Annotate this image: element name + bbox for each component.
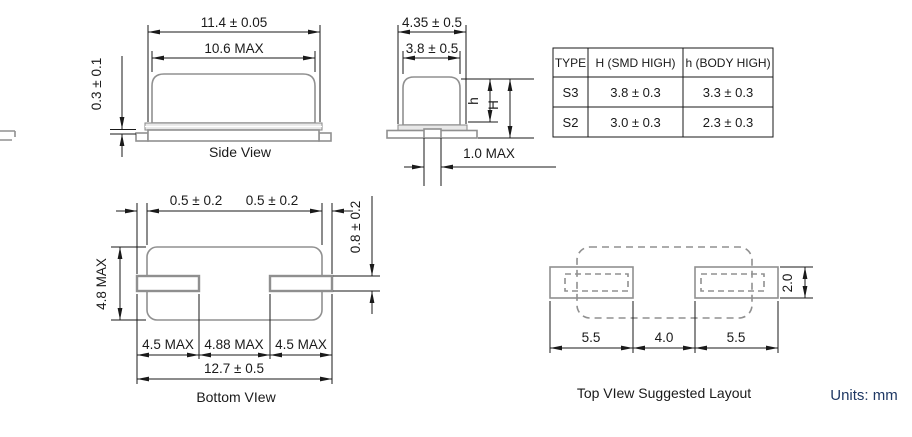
height-table bbox=[553, 48, 773, 137]
side-view-title: Side View bbox=[208, 144, 272, 160]
side-base-thickness-label: 0.3 ± 0.1 bbox=[89, 57, 104, 111]
table-cell-s3-H: 3.8 ± 0.3 bbox=[610, 85, 661, 100]
end-overall-width-label: 4.35 ± 0.5 bbox=[402, 15, 462, 30]
bottom-view bbox=[94, 193, 380, 405]
table-header-body-high: h (BODY HIGH) bbox=[685, 56, 771, 70]
layout-view-title: Top VIew Suggested Layout bbox=[576, 385, 752, 401]
side-body-width-label: 10.6 MAX bbox=[204, 41, 264, 56]
bottom-body-depth-label: 4.8 MAX bbox=[94, 258, 109, 310]
table-cell-s2-h: 2.3 ± 0.3 bbox=[702, 115, 754, 130]
bottom-pad-offset-left-label: 0.5 ± 0.2 bbox=[169, 193, 223, 208]
bottom-center-segment-label: 4.88 MAX bbox=[204, 337, 264, 352]
end-view-outline bbox=[387, 77, 477, 138]
layout-gap-label: 4.0 bbox=[654, 330, 674, 345]
bottom-left-segment-label: 4.5 MAX bbox=[142, 337, 194, 352]
bottom-pad-height-label: 0.8 ± 0.2 bbox=[348, 200, 363, 254]
layout-pad-width-label: 2.0 bbox=[780, 273, 795, 293]
bottom-view-outline bbox=[137, 247, 332, 320]
bottom-pad-offset-right-label: 0.5 ± 0.2 bbox=[245, 193, 299, 208]
table-cell-s2-H: 3.0 ± 0.3 bbox=[610, 115, 661, 130]
bottom-right-segment-label: 4.5 MAX bbox=[275, 337, 327, 352]
layout-view bbox=[550, 247, 813, 401]
table-cell-s3-h: 3.3 ± 0.3 bbox=[702, 85, 754, 100]
side-view bbox=[0, 15, 331, 160]
end-lead-width-label: 1.0 MAX bbox=[463, 146, 515, 161]
end-body-height-label: h bbox=[466, 97, 481, 105]
end-view bbox=[387, 15, 556, 186]
table-cell-s3-type: S3 bbox=[562, 85, 579, 100]
page-edge-artifact bbox=[0, 131, 15, 140]
bottom-view-title: Bottom VIew bbox=[196, 389, 276, 405]
layout-pads bbox=[550, 267, 778, 298]
layout-left-pad-label: 5.5 bbox=[581, 330, 601, 345]
units-note: Units: mm bbox=[830, 387, 898, 404]
layout-right-pad-label: 5.5 bbox=[726, 330, 746, 345]
end-total-height-label: H bbox=[486, 100, 501, 110]
table-row-s3 bbox=[563, 85, 754, 100]
table-cell-s2-type: S2 bbox=[562, 115, 579, 130]
side-base-thickness-dim bbox=[110, 56, 136, 157]
bottom-overall-length-label: 12.7 ± 0.5 bbox=[204, 361, 264, 376]
table-header-type: TYPE bbox=[554, 56, 587, 70]
table-header-smd-high: H (SMD HIGH) bbox=[595, 56, 676, 70]
end-body-width-label: 3.8 ± 0.5 bbox=[405, 41, 459, 56]
side-view-outline bbox=[136, 74, 331, 141]
side-overall-width-label: 11.4 ± 0.05 bbox=[200, 15, 268, 30]
table-row-s2 bbox=[563, 115, 754, 130]
layout-chain-dims bbox=[550, 301, 778, 353]
